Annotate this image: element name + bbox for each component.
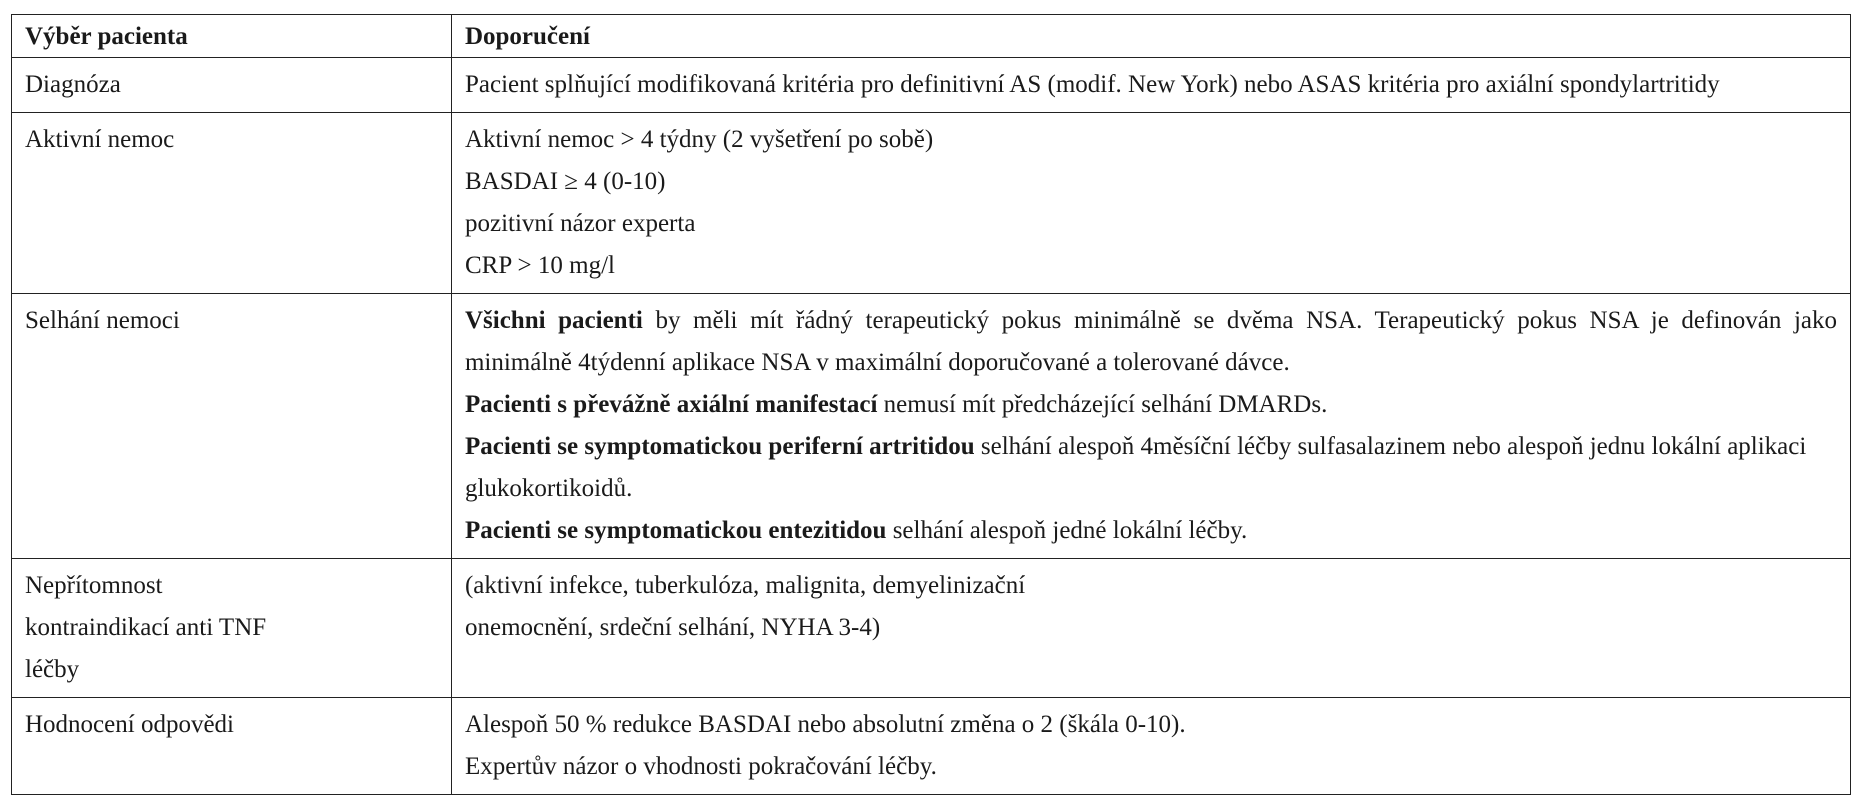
table-row xyxy=(12,113,1851,294)
contraindication-label-line: Nepřítomnost xyxy=(25,572,163,599)
header-patient-selection: Výběr pacienta xyxy=(12,15,452,58)
contraindication-line: onemocnění, srdeční selhání, NYHA 3-4) xyxy=(464,614,881,641)
row-label-contraindications xyxy=(12,559,452,698)
failure-emphasis: Pacienti se symptomatickou periferní artritidou xyxy=(464,433,975,460)
table-row xyxy=(12,559,1851,698)
failure-emphasis: Všichni pacienti xyxy=(464,307,643,334)
failure-paragraph xyxy=(465,300,1837,384)
row-text-response-evaluation xyxy=(451,698,1850,795)
table-header-row xyxy=(12,15,1851,58)
table-row xyxy=(12,698,1851,795)
row-text-disease-failure xyxy=(451,294,1850,559)
contraindication-label-line: kontraindikací anti TNF xyxy=(25,614,267,641)
failure-paragraph xyxy=(465,510,1837,552)
active-disease-line: pozitivní názor experta xyxy=(464,210,696,237)
failure-text: selhání alespoň jedné lokální léčby. xyxy=(886,517,1248,544)
active-disease-line: Aktivní nemoc > 4 týdny (2 vyšetření po sobě) xyxy=(464,126,934,153)
row-text-contraindications xyxy=(451,559,1850,698)
response-line: Alespoň 50 % redukce BASDAI nebo absolutní změna o 2 (škála 0-10). xyxy=(464,711,1186,738)
row-text-active-disease xyxy=(451,113,1850,294)
active-disease-line: CRP > 10 mg/l xyxy=(464,252,615,279)
failure-text: nemusí mít předcházející selhání DMARDs. xyxy=(877,391,1328,418)
recommendation-table xyxy=(11,14,1851,795)
failure-emphasis: Pacienti se symptomatickou entezitidou xyxy=(464,517,887,544)
failure-text: by měli mít řádný terapeutický pokus minimálně se dvěma NSA. Terapeutický pokus NSA je definován jako minimálně 4týdenní aplikace NSA v maximální doporučované a tolerované dávce. xyxy=(464,307,1838,376)
row-label-disease-failure: Selhání nemoci xyxy=(12,294,452,559)
row-label-diagnosis: Diagnóza xyxy=(12,58,452,113)
header-recommendation: Doporučení xyxy=(451,15,1850,58)
response-line: Expertův názor o vhodnosti pokračování léčby. xyxy=(464,753,937,780)
failure-emphasis: Pacienti s převážně axiální manifestací xyxy=(464,391,878,418)
failure-paragraph xyxy=(465,384,1837,426)
row-label-active-disease: Aktivní nemoc xyxy=(12,113,452,294)
table-row xyxy=(12,58,1851,113)
table-row xyxy=(12,294,1851,559)
failure-text: selhání alespoň 4měsíční léčby sulfasalazinem nebo alespoň jednu lokální aplikaci glukokortikoidů. xyxy=(464,433,1807,502)
contraindication-line: (aktivní infekce, tuberkulóza, malignita, demyelinizační xyxy=(464,572,1026,599)
row-text-diagnosis: Pacient splňující modifikovaná kritéria pro definitivní AS (modif. New York) nebo ASAS kritéria pro axiální spondylartritidy xyxy=(451,58,1850,113)
row-label-response-evaluation: Hodnocení odpovědi xyxy=(12,698,452,795)
failure-paragraph xyxy=(465,426,1837,510)
active-disease-line: BASDAI ≥ 4 (0-10) xyxy=(464,168,666,195)
contraindication-label-line: léčby xyxy=(25,656,80,683)
